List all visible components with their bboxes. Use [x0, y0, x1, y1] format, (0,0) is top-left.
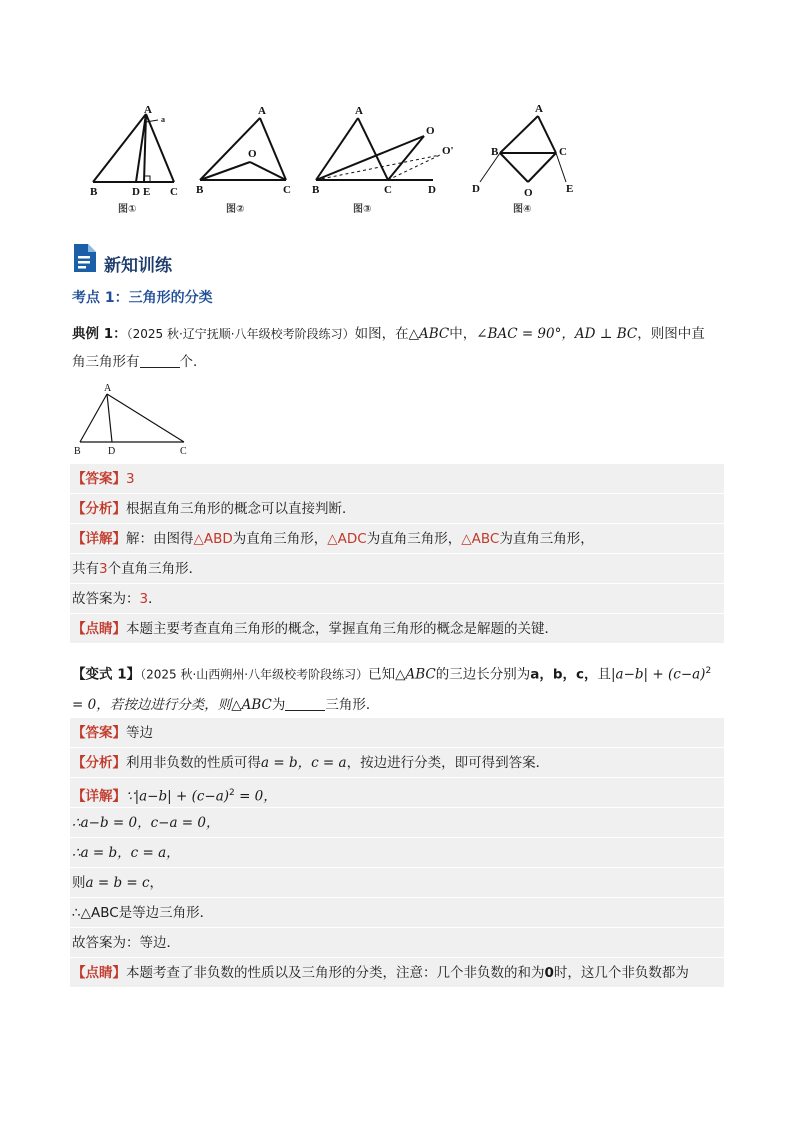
section-header	[72, 238, 172, 276]
svg-text:A: A	[144, 104, 152, 116]
detail-text: ．	[148, 591, 162, 607]
exponent: 2	[705, 666, 712, 676]
svg-text:图④: 图④	[513, 204, 532, 215]
analysis-row	[70, 748, 724, 778]
variant-lead: 【变式 1】	[72, 666, 141, 683]
svg-text:B: B	[90, 186, 98, 198]
figure-1	[93, 114, 174, 182]
svg-text:C: C	[384, 184, 392, 196]
question-text: 中，	[449, 326, 477, 342]
detail-text: ．	[166, 935, 180, 951]
svg-text:C: C	[170, 186, 178, 198]
example-1-figure	[72, 380, 202, 460]
triangle-symbol: △ABC	[231, 696, 272, 713]
question-text: 角三角形有	[72, 354, 140, 370]
svg-text:O: O	[524, 187, 533, 199]
question-text: = 0，若按边进行分类，则	[72, 696, 232, 713]
svg-text:D: D	[132, 186, 140, 198]
comment-text: 本题主要考查直角三角形的概念，掌握直角三角形的概念是解题的关键．	[126, 621, 558, 637]
question-text: 三角形．	[325, 696, 380, 713]
svg-text:E: E	[143, 186, 151, 198]
section-title: 新知训练	[104, 255, 172, 276]
detail-row	[70, 838, 724, 868]
detail-row	[70, 868, 724, 898]
answer-value: 3	[126, 471, 135, 487]
svg-text:A: A	[258, 105, 266, 117]
detail-row	[70, 554, 724, 584]
question-text: 的三边长分别为	[435, 666, 531, 683]
final-answer-row	[70, 928, 724, 958]
analysis-tag: 【分析】	[72, 501, 126, 517]
vertex-label-c: C	[180, 446, 187, 457]
answer-blank	[285, 694, 325, 711]
variant-1-question	[72, 656, 732, 720]
vertex-label-b: B	[74, 446, 81, 457]
question-text: 如图，在	[354, 326, 409, 342]
question-text: 个．	[179, 354, 207, 370]
svg-text:D: D	[472, 183, 480, 195]
answer-blank	[140, 351, 180, 368]
condition-expression: |a−b| + (c−a)	[611, 666, 706, 683]
detail-text: 共有	[72, 561, 99, 577]
triangle-abd: △ABD	[193, 531, 233, 547]
detail-tag: 【详解】	[72, 531, 126, 547]
detail-math: a = b = c	[85, 875, 150, 891]
question-text: ，则图中直	[637, 326, 705, 342]
example-1-question	[72, 320, 732, 376]
figure-3	[316, 118, 440, 180]
svg-text:B: B	[491, 146, 499, 158]
comment-row	[70, 614, 724, 644]
answer-value: 等边	[126, 725, 153, 741]
detail-text: 为直角三角形，	[499, 531, 594, 547]
answer-row	[70, 718, 724, 748]
svg-text:B: B	[312, 184, 320, 196]
detail-text: 为直角三角形，	[232, 531, 328, 547]
perpendicular-expression: AD ⊥ BC	[574, 326, 638, 342]
triangle-abc: △ABC	[80, 905, 119, 921]
question-text: 为	[271, 696, 286, 713]
count-value: 3	[99, 561, 108, 577]
answer-tag: 【答案】	[72, 471, 126, 487]
comment-text: 时，这几个非负数都为	[553, 965, 689, 981]
topic-point: 考点 1：三角形的分类	[72, 290, 213, 306]
svg-text:D: D	[428, 184, 436, 196]
answer-row	[70, 464, 724, 494]
analysis-text: ，按边进行分类，即可得到答案．	[346, 755, 550, 771]
svg-text:C: C	[283, 184, 291, 196]
svg-text:A: A	[355, 105, 363, 117]
question-text: 已知	[368, 666, 396, 683]
analysis-tag: 【分析】	[72, 755, 126, 771]
vertex-label-d: D	[108, 446, 116, 457]
svg-text:O: O	[248, 148, 257, 160]
detail-math: ∵|a−b| + (c−a)	[126, 788, 230, 805]
detail-text: 为直角三角形，	[366, 531, 462, 547]
detail-text: ，	[149, 875, 164, 891]
triangle-symbol: △ABC	[408, 326, 450, 342]
right-triangle-figure	[72, 380, 202, 460]
final-answer-value: 等边	[139, 935, 167, 951]
solution-2	[70, 718, 724, 988]
analysis-row	[70, 494, 724, 524]
svg-text:A: A	[535, 103, 543, 115]
detail-text: 解：由图得	[126, 531, 194, 547]
detail-text: 是等边三角形．	[118, 905, 214, 921]
solution-1	[70, 464, 724, 644]
svg-text:O': O'	[442, 145, 454, 157]
detail-text: 故答案为：	[72, 935, 140, 951]
svg-text:C: C	[559, 146, 567, 158]
comment-tag: 【点睛】	[72, 965, 126, 981]
svg-text:B: B	[196, 184, 204, 196]
side-variables: a，b，c，	[530, 666, 598, 683]
final-answer-row	[70, 584, 724, 614]
svg-text:O: O	[426, 125, 435, 137]
detail-text: 个直角三角形．	[107, 561, 203, 577]
svg-text:图③: 图③	[353, 204, 372, 215]
example-lead: 典例 1：	[72, 326, 127, 342]
detail-text: ∴	[72, 905, 81, 921]
comment-row	[70, 958, 724, 988]
detail-text: 故答案为：	[72, 591, 140, 607]
svg-text:E: E	[566, 183, 574, 195]
detail-text: 则	[72, 875, 86, 891]
detail-math: = 0，	[234, 788, 277, 805]
figure-row	[88, 100, 588, 218]
figure-2	[200, 118, 286, 180]
comment-text: 本题考查了非负数的性质以及三角形的分类，注意：几个非负数的和为	[126, 965, 545, 981]
detail-tag: 【详解】	[72, 788, 126, 805]
document-icon	[72, 240, 98, 274]
detail-row	[70, 778, 724, 808]
svg-text:图②: 图②	[226, 204, 245, 215]
exponent: 2	[229, 788, 235, 798]
detail-row	[70, 808, 724, 838]
comment-number: 0	[544, 965, 554, 981]
analysis-text: 利用非负数的性质可得	[126, 755, 261, 771]
answer-tag: 【答案】	[72, 725, 126, 741]
detail-math: ∴a = b，c = a，	[72, 845, 180, 861]
final-answer-value: 3	[139, 591, 149, 607]
analysis-math: a = b，c = a	[261, 755, 347, 771]
triangle-abc: △ABC	[461, 531, 500, 547]
detail-math: ∴a−b = 0，c−a = 0，	[72, 815, 220, 831]
variant-source: （2025 秋·山西朔州·八年级校考阶段练习）	[140, 667, 369, 682]
comment-tag: 【点睛】	[72, 621, 126, 637]
detail-row	[70, 898, 724, 928]
geometry-figures	[88, 100, 588, 218]
example-source: （2025 秋·辽宁抚顺·八年级校考阶段练习）	[126, 327, 355, 341]
vertex-label-a: A	[104, 383, 112, 394]
svg-text:a: a	[161, 115, 165, 124]
triangle-adc: △ADC	[327, 531, 367, 547]
analysis-text: 根据直角三角形的概念可以直接判断．	[126, 501, 356, 517]
question-text: 且	[597, 666, 611, 683]
angle-expression: ∠BAC = 90°，	[476, 326, 575, 342]
svg-text:图①: 图①	[118, 204, 137, 215]
detail-row	[70, 524, 724, 554]
triangle-symbol: △ABC	[395, 666, 436, 683]
